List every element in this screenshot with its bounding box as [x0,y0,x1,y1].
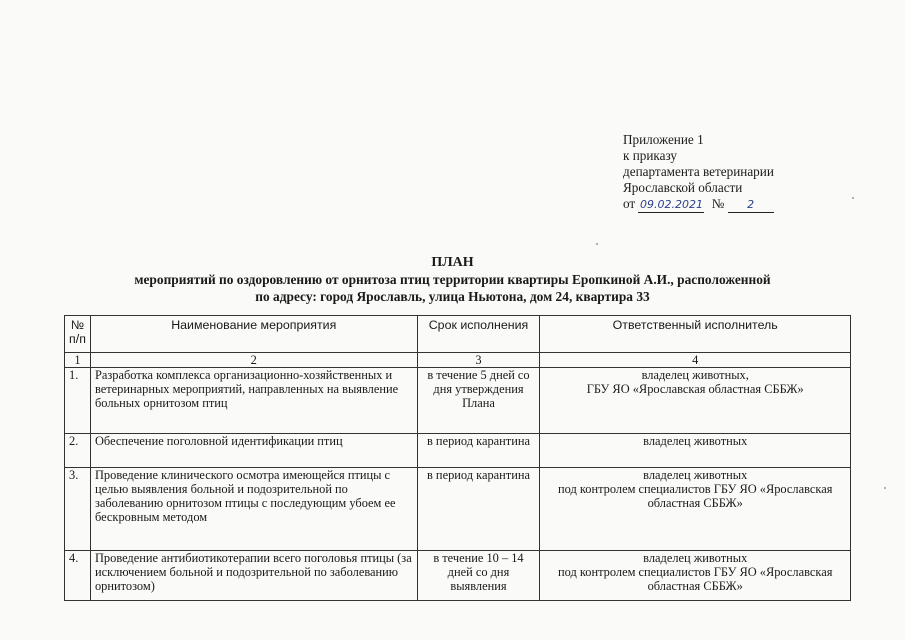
row-name: Обеспечение поголовной идентификации птиц [90,434,417,468]
appendix-date-line [623,196,774,213]
scan-speck [596,243,598,245]
plan-title: ПЛАН [431,255,474,270]
scan-speck [884,487,886,489]
row-responsible [540,468,851,551]
header-term: Срок исполнения [417,316,540,353]
table-row [65,434,851,468]
order-date: 09.02.2021 [639,198,703,211]
row-name: Проведение антибиотикотерапии всего поголовья птицы (за исключением больной и подозрительной по заболеванию орнитозом) [90,551,417,601]
header-responsible: Ответственный исполнитель [540,316,851,353]
responsible-line-1: владелец животных [643,434,748,448]
number-label: № [711,196,725,211]
responsible-line-1: владелец животных [643,551,748,565]
row-term: в течение 5 дней со дня утверждения Плана [417,368,540,434]
table-row [65,468,851,551]
responsible-line-1: владелец животных [643,468,748,482]
col-number: 3 [417,353,540,368]
row-num: 2. [65,434,91,468]
header-num: № п/п [65,316,91,353]
appendix-line: к приказу [623,148,677,163]
header-name: Наименование мероприятия [90,316,417,353]
table-row [65,551,851,601]
table-header-row [65,316,851,353]
from-label: от [623,196,636,211]
scan-speck [852,197,854,199]
row-term: в период карантина [417,468,540,551]
responsible-line-2: ГБУ ЯО «Ярославская областная СББЖ» [586,382,804,396]
row-name: Разработка комплекса организационно-хозяйственных и ветеринарных мероприятий, направленных на выявление больных орнитозом птиц [90,368,417,434]
row-term: в течение 10 – 14 дней со дня выявления [417,551,540,601]
row-num: 1. [65,368,91,434]
table-row [65,368,851,434]
row-num: 3. [65,468,91,551]
appendix-block [623,132,774,213]
plan-subtitle-2: по адресу: город Ярославль, улица Ньютона, дом 24, квартира 33 [255,289,650,304]
appendix-line: департамента ветеринарии [623,164,774,179]
order-number: 2 [728,198,774,213]
col-number: 1 [65,353,91,368]
responsible-line-1: владелец животных, [641,368,749,382]
plan-subtitle-1: мероприятий по оздоровлению от орнитоза птиц территории квартиры Еропкиной А.И., расположенной [134,272,771,287]
plan-table [64,315,851,601]
responsible-line-2: под контролем специалистов ГБУ ЯО «Ярославская областная СББЖ» [558,565,833,593]
appendix-line: Ярославской области [623,180,743,195]
row-term: в период карантина [417,434,540,468]
appendix-line: Приложение 1 [623,132,704,147]
row-responsible [540,434,851,468]
row-num: 4. [65,551,91,601]
responsible-line-2: под контролем специалистов ГБУ ЯО «Ярославская областная СББЖ» [558,482,833,510]
col-number: 2 [90,353,417,368]
row-responsible [540,551,851,601]
column-number-row [65,353,851,368]
row-responsible [540,368,851,434]
col-number: 4 [540,353,851,368]
row-name: Проведение клинического осмотра имеющейся птицы с целью выявления больной и подозрительной по заболеванию орнитозом птицы с последующим убоем ее бескровным методом [90,468,417,551]
